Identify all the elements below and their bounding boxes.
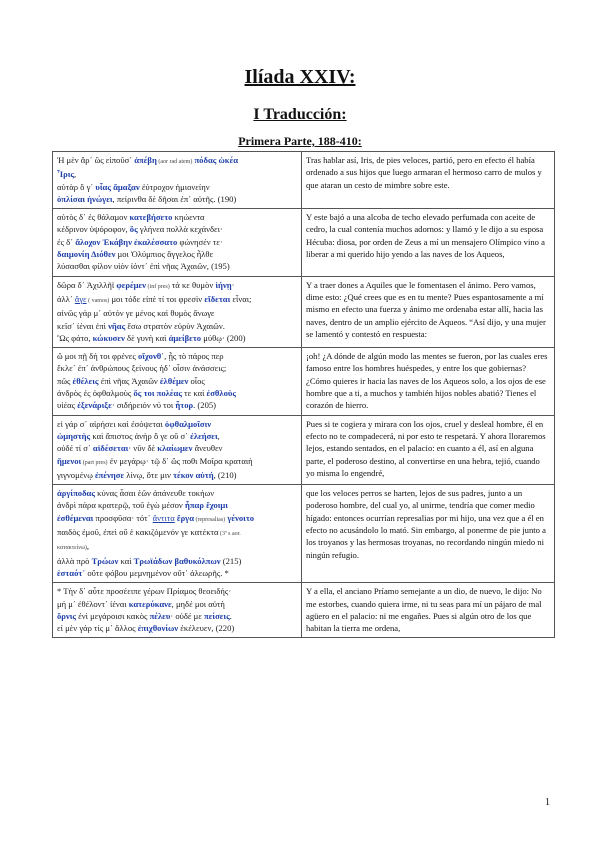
greek-segment: ἀλλ᾽ — [57, 293, 75, 304]
spanish-translation-cell: Tras hablar así, Iris, de pies veloces, partió, pero en efecto él había ordenado a sus hijos que luego armaran el hermoso carro de mulos y que ataran un cesto de mimbre sobre este. — [302, 152, 555, 209]
highlighted-word: κλαίωμεν — [157, 443, 193, 454]
highlighted-word: ἐπιχθονίων — [137, 623, 179, 634]
greek-line — [57, 430, 297, 442]
greek-segment: ἀνδρὶ πάρα κρατερῷ, τοῦ ἐγὼ μέσον — [57, 500, 185, 511]
highlighted-word: νῆας — [108, 320, 126, 331]
greek-segment: υἱέας — [57, 400, 78, 411]
greek-text-cell — [53, 152, 302, 209]
highlighted-word: ἐσθέμεναι — [57, 512, 94, 523]
greek-segment: . — [229, 610, 232, 621]
spanish-translation-cell: Y a ella, el anciano Príamo semejante a un dio, de nuevo, le dijo: No me estorbes, cuando quiera irme, ni tu seas para mí un pájaro de mal agüero en el palacio: ni me engañes. Pues si algún otro de los que habitan la tierra me ordena, — [302, 583, 555, 638]
document-subtitle: I Traducción: — [253, 106, 347, 123]
greek-segment: ἐπὶ νῆας Ἀχαιῶν — [98, 375, 160, 386]
greek-segment: κύνας ἆσαι ἑῶν ἀπάνευθε τοκήων — [94, 488, 215, 499]
greek-segment: ἐν μεγάρῳ· τῷ δ᾽ ὥς ποθι Μοῖρα κραταιὴ — [107, 455, 253, 466]
highlighted-word: ἐλεήσει — [190, 430, 218, 441]
greek-segment: παιδὸς ἐμοῦ, ἐπεὶ οὔ ἑ κακιζόμενόν γε κατέκτα — [57, 527, 219, 538]
highlighted-word: ὃς — [129, 224, 138, 235]
greek-segment: κεῖσ᾽ ἰέναι ἐπὶ — [57, 320, 109, 331]
translation-table — [52, 151, 555, 638]
greek-line — [57, 622, 297, 634]
grammar-note: κατακτείνω) — [57, 545, 87, 552]
greek-line — [57, 168, 297, 180]
greek-segment: * Τὴν δ᾽ αὖτε προσέειπε γέρων Πρίαμος θεοειδής· — [57, 586, 232, 597]
greek-segment: γιγνομένῳ — [57, 469, 95, 480]
highlighted-word: πέλευ — [149, 610, 171, 621]
greek-line — [57, 585, 297, 597]
highlighted-word: ὅς τοι πολέας — [133, 388, 182, 399]
greek-segment: εἶναι; — [230, 293, 252, 304]
highlighted-word: ὁπλίσαι ἠνώγει — [57, 193, 113, 204]
highlighted-word: κώκυσεν — [92, 332, 125, 343]
greek-segment: ἔκλε᾽ ἐπ᾽ ἀνθρώπους ξείνους ἠδ᾽ οἷσιν ἀνάσσεις; — [57, 363, 227, 374]
greek-segment: καὶ — [118, 555, 134, 566]
spanish-translation-cell: Y este bajó a una alcoba de techo elevado perfumada con aceite de cedro, la cual contenía muchos adornos: y llamó y le dijo a su esposa Hécuba: diosa, por orden de Zeus a mí un mensajero Olímpico vino a liberar a mi querido hijo yendo a las naves de los Aqueos, — [302, 209, 555, 276]
greek-segment: ἐνὶ μεγάροισι κακὸς — [76, 610, 150, 621]
greek-line — [57, 362, 297, 374]
greek-segment: Ὣς φάτο, — [57, 332, 93, 343]
highlighted-word: δαιμονίη Διόθεν — [57, 249, 116, 260]
page-number: 1 — [545, 797, 550, 808]
highlighted-word: ἦτορ — [175, 400, 194, 411]
greek-segment: . (205) — [193, 400, 217, 411]
spanish-translation-cell: ¡oh! ¿A dónde de algún modo las mentes se fueron, por las cuales eres famoso entre los hombres huéspedes, y entre los que gobiernas? ¿Cómo quieres ir hacia las naves de los Aqueos solo, a los ojos de ese hombre que a ti, a muchos y también hijos nobles abatió? Tienes el corazón de hierro. — [302, 348, 555, 415]
greek-line — [57, 332, 297, 344]
highlighted-word: εἴδεται — [204, 293, 231, 304]
greek-text-cell — [53, 415, 302, 484]
greek-line — [57, 418, 297, 430]
greek-segment: , — [74, 169, 77, 180]
table-row — [53, 276, 555, 347]
highlighted-word: ἔργα — [174, 512, 195, 523]
table-row — [53, 348, 555, 415]
greek-line — [57, 375, 297, 387]
greek-segment: ἀνδρὸς ἐς ὀφθαλμοὺς — [57, 388, 134, 399]
table-row — [53, 415, 555, 484]
greek-segment: (215) — [220, 555, 242, 566]
greek-line — [57, 540, 297, 554]
greek-segment: λύσασθαι φίλον υἱὸν ἰόντ᾽ ἐπὶ νῆας Ἀχαιῶν, (195) — [57, 261, 230, 272]
greek-line — [57, 512, 297, 526]
greek-text-cell — [53, 276, 302, 347]
greek-segment: κηώεντα — [172, 212, 205, 223]
greek-segment: ἀλλὰ πρὸ — [57, 555, 92, 566]
spanish-translation-cell: Y a traer dones a Aquiles que le fomentasen el ánimo. Pero vamos, dime esto: ¿Qué crees que es en tu mente? Pues espantosamente a mí mismo en efecto una fuerza y ánimo me ordenaba estar allí, hacia las naves, dentro de un amplio ejército de Aqueos. “Así dijo, y una mujer se lamentó y contestó en respuesta: — [302, 276, 555, 347]
highlighted-word: ἐξενάριξε — [77, 400, 112, 411]
grammar-note: (aor rad atem) — [156, 159, 193, 165]
greek-line — [57, 320, 297, 332]
greek-segment: αὐτὰρ ὅ γ᾽ — [57, 181, 96, 192]
grammar-note: ( vamos) — [86, 297, 110, 304]
section-heading: Primera Parte, 188-410: — [238, 134, 362, 148]
table-row — [53, 152, 555, 209]
greek-segment: γλήνεα πολλὰ κεχάνδει· — [137, 224, 223, 235]
greek-line — [57, 455, 297, 469]
greek-line — [57, 598, 297, 610]
greek-line — [57, 610, 297, 622]
greek-segment: κέδρινον ὑψόροφον, — [57, 224, 130, 235]
greek-segment: ἐς δ᾽ — [57, 236, 76, 247]
highlighted-word: ἥμενοι — [57, 455, 82, 466]
greek-text-cell — [53, 583, 302, 638]
greek-segment: αἰνῶς γάρ μ᾽ αὐτόν γε μένος καὶ θυμὸς ἄνωγε — [57, 308, 215, 319]
greek-line — [57, 248, 297, 260]
greek-segment: , μηδέ μοι αὐτὴ — [171, 598, 225, 609]
greek-line — [57, 469, 297, 481]
greek-segment: , ᾗς τὸ πάρος περ — [164, 351, 224, 362]
greek-line — [57, 260, 297, 272]
highlighted-word: ἐσθλοὺς — [206, 388, 236, 399]
greek-segment: λίνῳ, ὅτε μιν — [124, 469, 174, 480]
greek-segment: μοι Ὀλύμπιος ἄγγελος ἦλθε — [115, 249, 214, 260]
highlighted-word: Τρώων — [91, 555, 119, 566]
greek-segment: μή μ᾽ ἐθέλοντ᾽ ἰέναι — [57, 598, 129, 609]
highlighted-word: κατερύκανε — [128, 598, 172, 609]
greek-segment: τε καὶ — [181, 388, 207, 399]
highlighted-word: φερέμεν — [116, 279, 147, 290]
greek-segment: φώνησέν τε· — [177, 236, 223, 247]
greek-line — [57, 279, 297, 293]
greek-line — [57, 181, 297, 193]
greek-segment: , (210) — [213, 469, 237, 480]
greek-segment: · οὐδέ με — [170, 610, 205, 621]
greek-line — [57, 223, 297, 235]
greek-text-cell — [53, 209, 302, 276]
highlighted-word: ἀργίποδας — [57, 488, 95, 499]
greek-line — [57, 193, 297, 205]
highlighted-word: ὠμηστὴς — [57, 430, 91, 441]
table-row — [53, 209, 555, 276]
greek-segment: ἐύτροχον ἡμιονείην — [139, 181, 210, 192]
grammar-note: (inf pres) — [146, 283, 170, 290]
table-row — [53, 583, 555, 638]
document-title: Ilíada XXIV: — [244, 66, 356, 88]
highlighted-word: ἀπέβη — [134, 155, 157, 165]
highlighted-word: γένοιτο — [225, 512, 255, 523]
greek-line — [57, 236, 297, 248]
greek-segment: , — [86, 541, 90, 552]
greek-segment: ἐκέλευεν, (220) — [178, 623, 235, 634]
grammar-note: (3ª s aor. — [218, 531, 241, 538]
greek-segment: εἰ γάρ σ᾽ αἱρήσει καὶ ἐσόψεται — [57, 418, 165, 429]
highlighted-word: Ἶρις — [57, 169, 75, 180]
spanish-translation-cell: que los veloces perros se harten, lejos de sus padres, junto a un poderoso hombre, del cual yo, al unirme, tendría que comer medio hígado: entonces ocurrían represalias por mi hijo, una vez que a él en efecto no acusándolo lo mató. Sin embargo, al ponerme de pie junto a los troyanos y las hermosas troyanas, no recordando ningún miedo ni ningún refugio. — [302, 485, 555, 583]
greek-line — [57, 555, 297, 567]
greek-segment: , — [217, 430, 220, 441]
greek-segment: ἔσω στρατὸν εὐρὺν Ἀχαιῶν. — [125, 320, 225, 331]
highlighted-word: οἴχονθ᾽ — [137, 351, 165, 362]
highlighted-word: κατεβήσετο — [129, 212, 173, 223]
highlighted-word: πόδας ὠκέα — [192, 155, 239, 165]
underlined-word: ἄντιτα — [152, 512, 175, 523]
greek-line — [57, 154, 297, 168]
highlighted-word: πείσεις — [204, 610, 230, 621]
greek-segment: καὶ ἄπιστος ἀνὴρ ὅ γε οὔ σ᾽ — [90, 430, 191, 441]
greek-segment: ἄνευθεν — [192, 443, 223, 454]
greek-segment: · — [231, 279, 235, 290]
greek-line — [57, 499, 297, 511]
greek-line — [57, 567, 297, 579]
greek-segment: μοι τόδε εἰπὲ τί τοι φρεσὶν — [109, 293, 205, 304]
spanish-translation-cell: Pues si te cogiera y mirara con los ojos, cruel y desleal hombre, él en efecto no te compadecerá, ni por esto te respetará. Y ahora lloraremos lejos, estando sentados, en el palacio: en cuanto a él, así en alguna parte, el poderoso destino, al convertirse en una hebra, tejió, cuando yo misma lo engendré, — [302, 415, 555, 484]
highlighted-word: Τρωϊάδων βαθυκόλπων — [133, 555, 221, 566]
grammar-note: (part pres) — [81, 459, 108, 466]
greek-segment: αὐτὸς δ᾽ ἐς θάλαμον — [57, 212, 130, 223]
greek-segment: προσφῦσα· τότ᾽ — [93, 512, 153, 523]
highlighted-word: τέκον αὐτή — [173, 469, 214, 480]
highlighted-word: ἄλοχον Ἑκάβην ἐκαλέσσατο — [75, 236, 178, 247]
greek-line — [57, 350, 297, 362]
greek-line — [57, 211, 297, 223]
highlighted-word: ὀφθαλμοῖσιν — [164, 418, 212, 429]
greek-segment: · νῦν δὲ — [128, 443, 158, 454]
greek-line — [57, 307, 297, 319]
greek-line — [57, 399, 297, 411]
underlined-word: ἄγε — [74, 293, 87, 304]
highlighted-word: υἷας ἄμαξαν — [95, 181, 140, 192]
translation-table-body — [53, 152, 555, 638]
highlighted-word: ὄρνις — [57, 610, 77, 621]
greek-segment: · σιδήρειόν νύ τοι — [111, 400, 176, 411]
greek-line — [57, 487, 297, 499]
greek-text-cell — [53, 348, 302, 415]
greek-segment: , πείρινθα δὲ δῆσαι ἐπ᾽ αὐτῆς. (190) — [112, 193, 237, 204]
greek-segment: εἰ μὲν γάρ τίς μ᾽ ἄλλος — [57, 623, 138, 634]
table-row — [53, 485, 555, 583]
greek-segment: τά κε θυμὸν — [169, 279, 216, 290]
highlighted-word: ἐλθέμεν — [159, 375, 189, 386]
highlighted-word: ἀμείβετο — [168, 332, 202, 343]
greek-segment: πῶς — [57, 375, 73, 386]
highlighted-word: ἑσταότ᾽ — [57, 567, 86, 578]
greek-segment: μύθῳ· (200) — [201, 332, 246, 343]
greek-segment: δῶρα δ᾽ Ἀχιλλῆϊ — [57, 279, 117, 290]
grammar-note: (represalias) — [194, 516, 226, 523]
highlighted-word: αἰδέσεται — [92, 443, 129, 454]
greek-line — [57, 387, 297, 399]
greek-segment: οὔτε φόβου μεμνημένον οὔτ᾽ ἀλεωρῆς. * — [85, 567, 229, 578]
greek-line — [57, 526, 297, 540]
highlighted-word: ἰήνῃ — [215, 279, 232, 290]
greek-segment: ὤ μοι πῇ δή τοι φρένες — [57, 351, 138, 362]
greek-line — [57, 442, 297, 454]
greek-line — [57, 293, 297, 307]
highlighted-word: ἐπένησε — [95, 469, 125, 480]
highlighted-word: ἧπαρ ἔχοιμι — [184, 500, 228, 511]
highlighted-word: ἐθέλεις — [72, 375, 99, 386]
greek-segment: δὲ γυνὴ καὶ — [124, 332, 169, 343]
greek-segment: οὐδέ τί σ᾽ — [57, 443, 93, 454]
greek-segment: οἶος — [188, 375, 205, 386]
greek-text-cell — [53, 485, 302, 583]
greek-segment: Ἡ μὲν ἄρ᾽ ὣς εἰποῦσ᾽ — [57, 155, 135, 165]
